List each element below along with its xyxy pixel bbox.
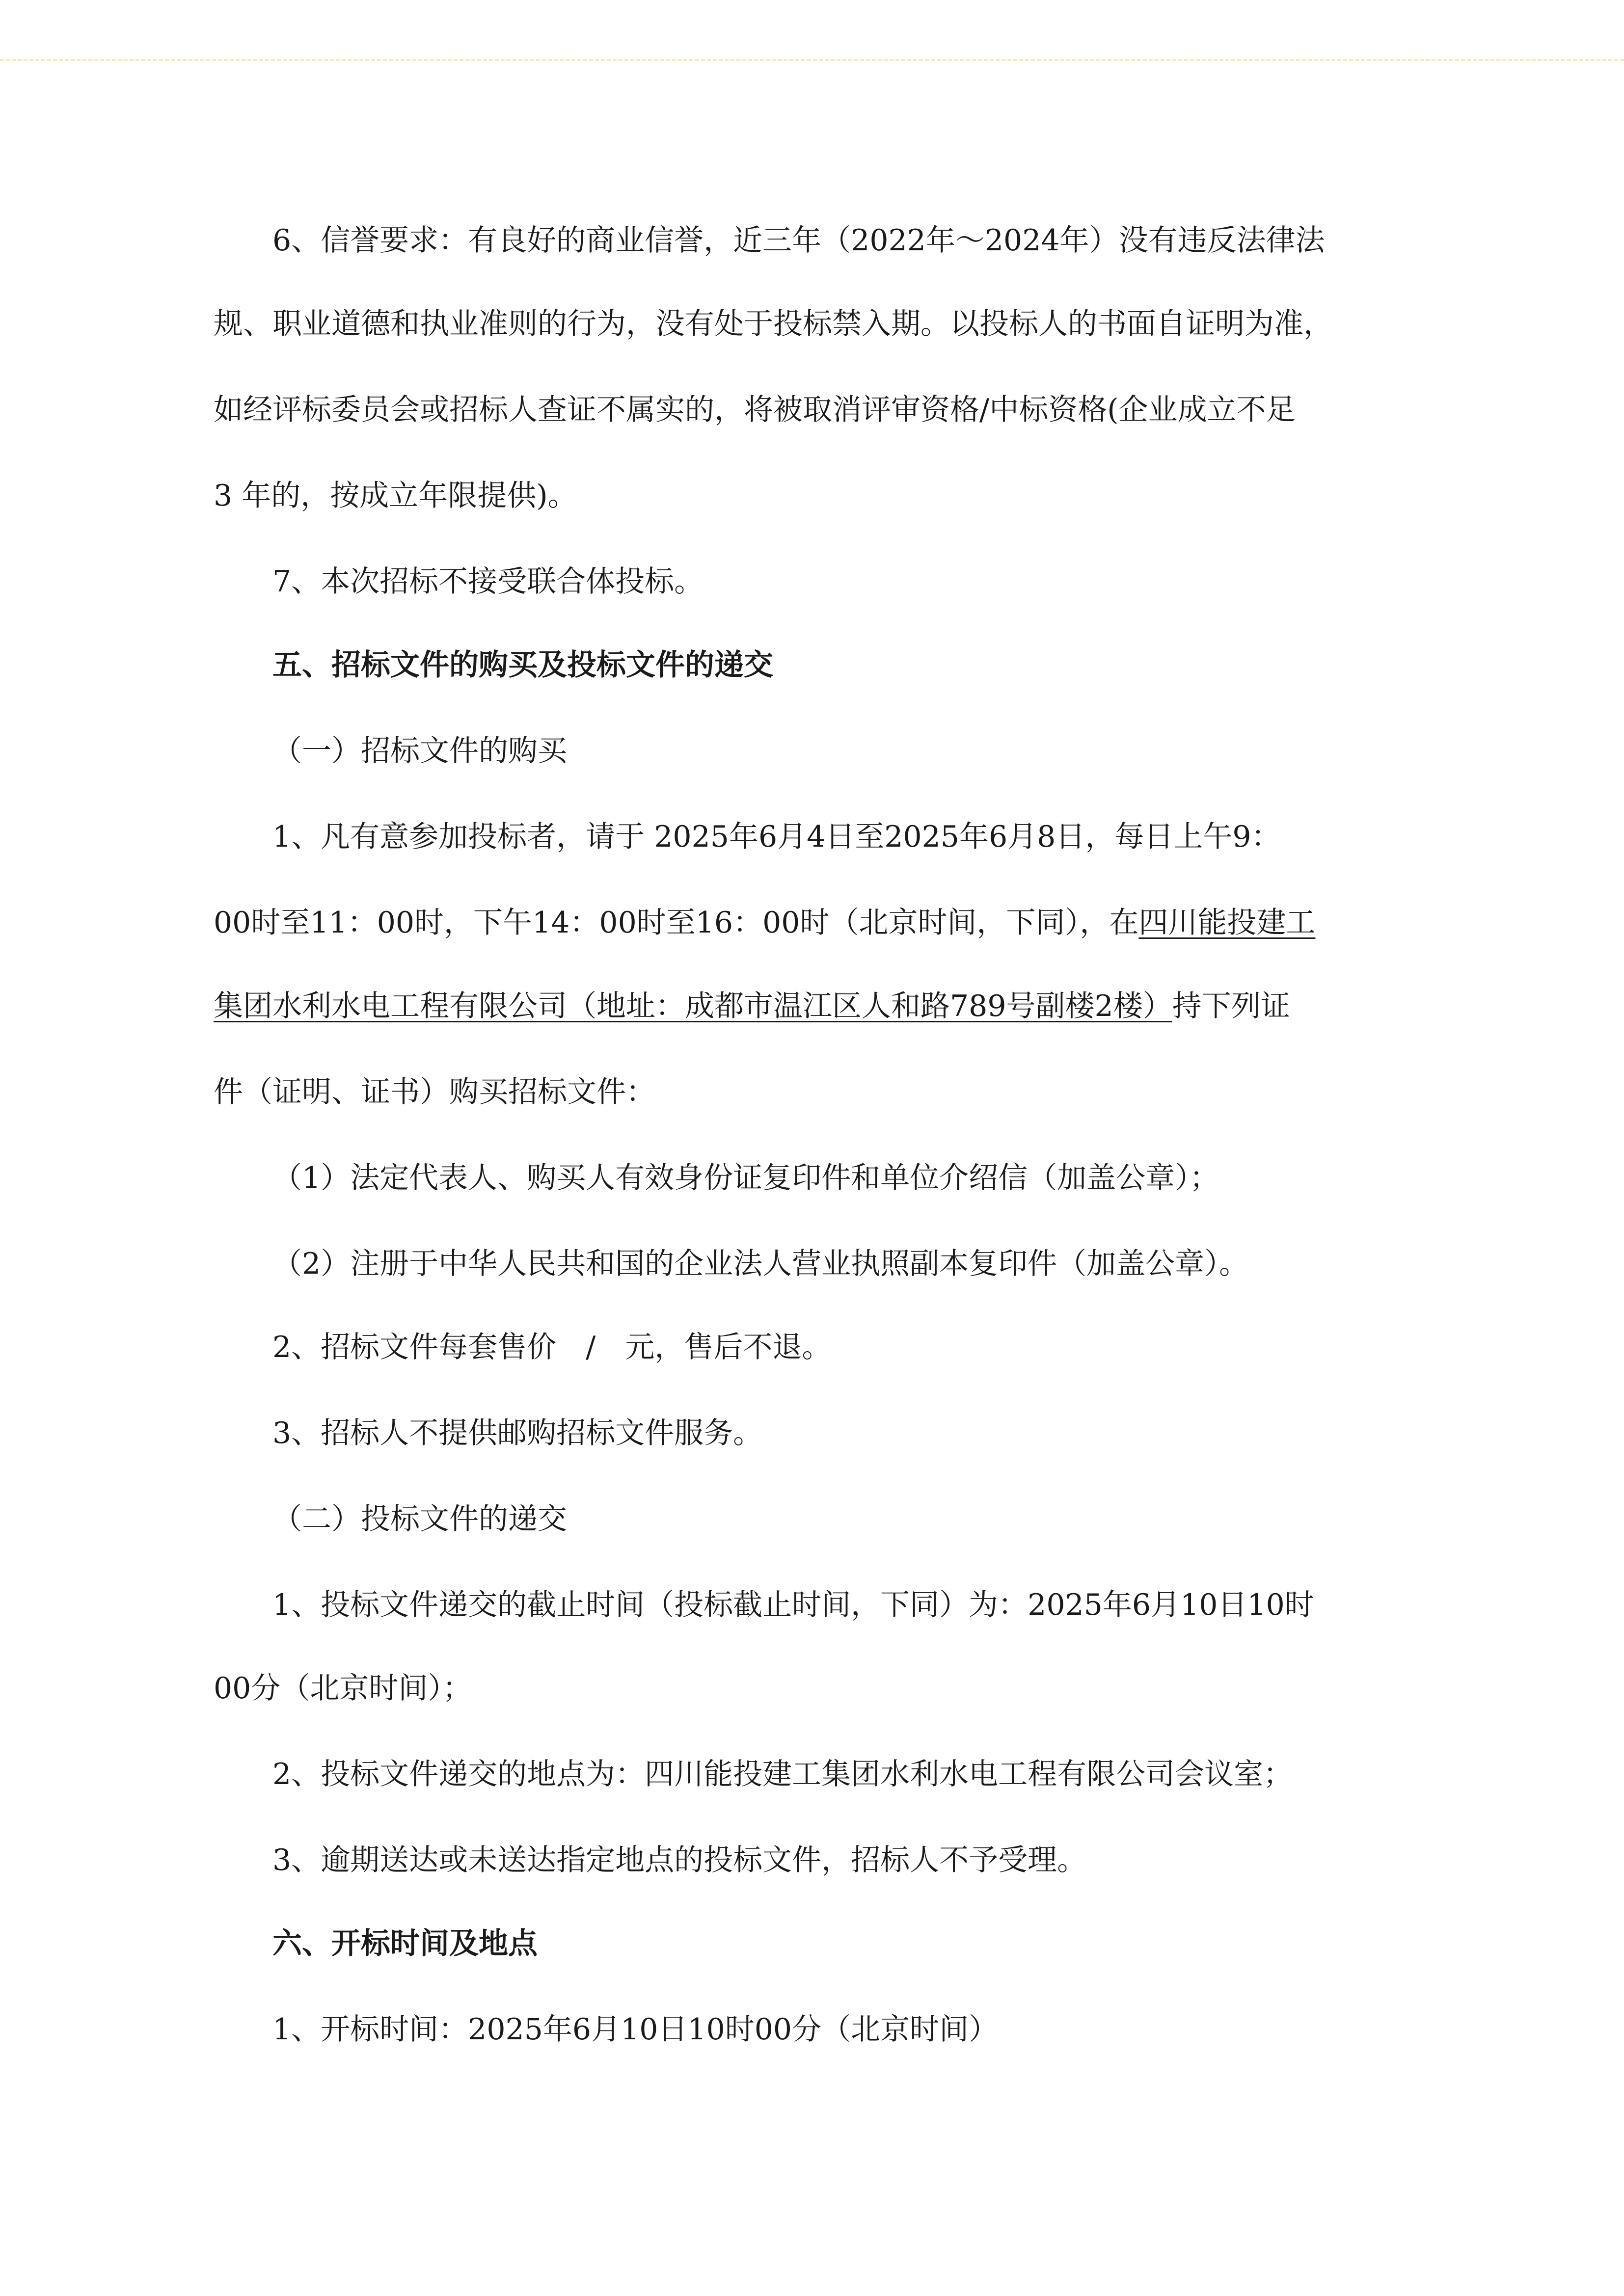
paragraph-price: 2、招标文件每套售价 / 元，售后不退。 bbox=[272, 1330, 832, 1364]
section-heading-five: 五、招标文件的购买及投标文件的递交 bbox=[272, 648, 773, 682]
paragraph-late-submission: 3、逾期送达或未送达指定地点的投标文件，招标人不予受理。 bbox=[272, 1843, 1087, 1877]
paragraph-no-mail: 3、招标人不提供邮购招标文件服务。 bbox=[272, 1416, 763, 1450]
subheading-submission: （二）投标文件的递交 bbox=[272, 1502, 567, 1536]
paragraph-opening-time: 1、开标时间：2025年6月10日10时00分（北京时间） bbox=[272, 2012, 999, 2047]
paragraph-purchase-time: 1、凡有意参加投标者，请于 2025年6月4日至2025年6月8日，每日上午9： bbox=[272, 820, 1281, 854]
purchase-hours-text: 00时至11：00时，下午14：00时至16：00时（北京时间，下同），在 bbox=[214, 906, 1139, 940]
list-item-legal-representative: （1）法定代表人、购买人有效身份证复印件和单位介绍信（加盖公章）； bbox=[272, 1161, 1219, 1195]
purchase-documents-text: 持下列证 bbox=[1172, 989, 1290, 1023]
paragraph-credit-requirement-line2: 规、职业道德和执业准则的行为，没有处于投标禁入期。以投标人的书面自证明为准， bbox=[214, 307, 1333, 341]
paragraph-no-consortium: 7、本次招标不接受联合体投标。 bbox=[272, 564, 704, 599]
paragraph-deadline: 1、投标文件递交的截止时间（投标截止时间，下同）为：2025年6月10日10时 bbox=[272, 1588, 1314, 1622]
paragraph-purchase-time-line4: 件（证明、证书）购买招标文件： bbox=[214, 1075, 655, 1109]
paragraph-credit-requirement: 6、信誉要求：有良好的商业信誉，近三年（2022年～2024年）没有违反法律法 bbox=[272, 223, 1325, 258]
purchase-location-underlined: 四川能投建工 bbox=[1138, 906, 1316, 940]
paragraph-credit-requirement-line3: 如经评标委员会或招标人查证不属实的，将被取消评审资格/中标资格(企业成立不足 bbox=[214, 393, 1296, 427]
paragraph-submission-location: 2、投标文件递交的地点为：四川能投建工集团水利水电工程有限公司会议室； bbox=[272, 1757, 1293, 1791]
subheading-purchase: （一）招标文件的购买 bbox=[272, 734, 567, 768]
section-heading-six: 六、开标时间及地点 bbox=[272, 1926, 538, 1961]
paragraph-purchase-time-line2 bbox=[214, 903, 1315, 942]
paragraph-purchase-time-line3 bbox=[214, 987, 1290, 1026]
paragraph-deadline-line2: 00分（北京时间）； bbox=[214, 1671, 472, 1706]
list-item-business-license: （2）注册于中华人民共和国的企业法人营业执照副本复印件（加盖公章）。 bbox=[272, 1247, 1249, 1281]
purchase-address-underlined: 集团水利水电工程有限公司（地址：成都市温江区人和路789号副楼2楼） bbox=[214, 989, 1172, 1023]
paragraph-credit-requirement-line4: 3 年的，按成立年限提供)。 bbox=[214, 479, 577, 513]
